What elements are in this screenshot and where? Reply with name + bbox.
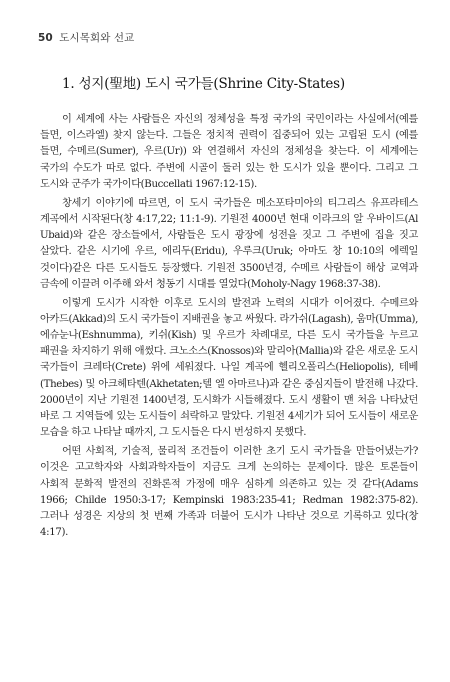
running-header [38, 30, 134, 45]
section-title: 1. 성지(聖地) 도시 국가들(Shrine City-States) [62, 76, 345, 92]
page-number: 50 [38, 32, 53, 44]
paragraph-3: 이렇게 도시가 시작한 이후로 도시의 발전과 노력의 시대가 이어졌다. 수메르와 아카드(Akkad)의 도시 국가들이 지배권을 놓고 싸웠다. 라가쉬(Lagash), 움마(Umma), 에슈눈나(Eshnumma), 키쉬(Kish) 및 우르가 차례대로, 다른 도시 국가들을 누르고 패권을 차지하기 위해 애썼다. 크노소스(Knossos)와 말리아(Mallia)와 같은 새로운 도시 국가들이 크레타(Crete) 위에 세워졌다. 나일 계곡에 헬리오폴리스(Heliopolis), 테베(Thebes) 및 아크헤타텐(Akhetaten;텔 엘 아마르나)과 같은 중심지들이 발전해 나갔다. 2000년이 지난 기원전 1400년경, 도시화가 시들해졌다. 도시 생활이 맨 처음 나타났던 바로 그 지역들에 있는 도시들이 쇠락하고 말았다. 기원전 4세기가 되어 도시들이 새로운 모습을 하고 나타날 때까지, 그 도시들은 다시 번성하지 못했다. [40, 297, 418, 439]
body-text [40, 112, 418, 544]
paragraph-1: 이 세계에 사는 사람들은 자신의 정체성을 특정 국가의 국민이라는 사실에서(예를 들면, 이스라엘) 찾지 않는다. 그들은 정치적 권력이 집중되어 있는 고립된 도시 (예를 들면, 수메르(Sumer), 우르(Ur)) 와 연결해서 자신의 정체성을 찾는다. 이 세계에는 국가의 수도가 따로 없다. 주변에 시골이 둘러 있는 한 도시가 있을 뿐이다. 그리고 그 도시와 군주가 국가이다(Buccellati 1967:12-15). [40, 114, 418, 190]
paragraph-2: 창세기 이야기에 따르면, 이 도시 국가들은 메소포타미아의 티그리스 유프라테스 계곡에서 시작된다(창 4:17,22; 11:1-9). 기원전 4000년 현대 이라크의 알 우바이드(Al Ubaid)와 같은 장소들에서, 사람들은 도시 광장에 성전을 짓고 그 주변에 집을 짓고 살았다. 같은 시기에 우르, 에리두(Eridu), 우루크(Uruk; 아마도 창 10:10의 에렉일 것이다)같은 다른 도시들도 등장했다. 기원전 3500년경, 수메르 사람들이 해상 교역과 금속에 이끌려 이주해 와서 청동기 시대를 열었다(Moholy-Nagy 1968:37-38). [40, 197, 418, 290]
book-title: 도시목회와 선교 [59, 32, 135, 44]
paragraph-4: 어떤 사회적, 기술적, 물리적 조건들이 이러한 초기 도시 국가들을 만들어냈는가? 이것은 고고학자와 사회과학자들이 지금도 크게 논의하는 문제이다. 많은 토론들이 사회적 문화적 발전의 진화론적 가정에 매우 심하게 의존하고 있는 것 같다(Adams 1966; Childe 1950:3-17; Kempinski 1983:235-41; Redman 1982:375-82). 그러나 성경은 지상의 첫 번째 가족과 더불어 도시가 나타난 것으로 기록하고 있다(창 4:17). [40, 446, 418, 539]
